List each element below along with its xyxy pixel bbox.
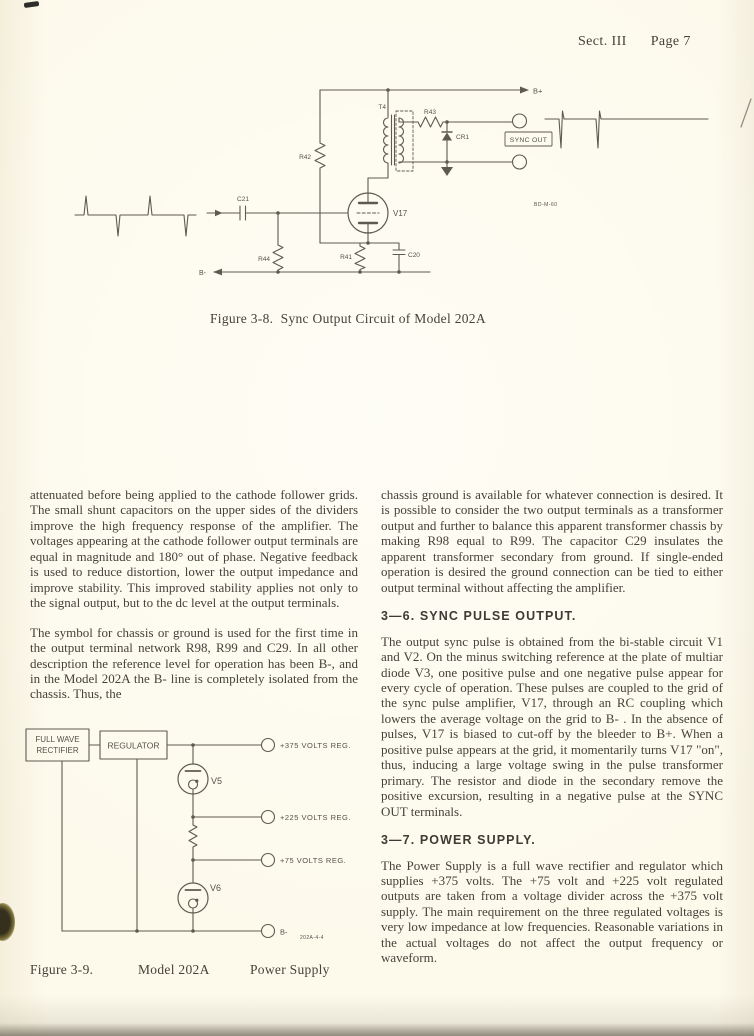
tube-v5 — [178, 745, 222, 817]
cr1-label: CR1 — [456, 134, 470, 141]
chassis-ground-icon — [441, 167, 453, 176]
power-supply-block-diagram — [0, 725, 380, 960]
rectifier-label-line1: FULL WAVE — [35, 735, 80, 744]
resistor-r43 — [418, 109, 512, 127]
resistor-r42 — [299, 90, 399, 245]
right-column — [381, 487, 723, 980]
b-plus-label: B+ — [533, 86, 543, 96]
r42-label: R42 — [299, 154, 311, 161]
r43-label: R43 — [424, 109, 436, 116]
page-header — [578, 34, 691, 50]
b-plus-rail — [320, 87, 543, 96]
terminal-b-minus-label: B- — [280, 927, 288, 937]
b-minus-line — [199, 269, 430, 277]
terminal-75v — [262, 854, 347, 867]
figure-3-9-caption — [30, 962, 370, 980]
caption-figure-number: Figure 3-9. — [30, 962, 94, 977]
regulator-block — [100, 731, 167, 759]
output-waveform — [545, 111, 708, 148]
b-minus-return — [62, 759, 288, 938]
left-paragraph-2: The symbol for chassis or ground is used for the first time in the output terminal network R98, R99 and C29. In all other description the reference level for operation has been B-, and in the Model 202A the B- line is completely isolated from the chassis. Thus, the — [30, 624, 358, 702]
heading-3-6: 3—6. SYNC PULSE OUTPUT. — [381, 609, 577, 624]
terminal-75v-label: +75 VOLTS REG. — [280, 856, 347, 865]
v6-label: V6 — [210, 883, 222, 893]
drawing-number: 202A-4-4 — [300, 935, 324, 941]
capacitor-c20 — [393, 243, 420, 272]
right-paragraph-2: The output sync pulse is obtained from the bi-stable circuit V1 and V2. On the minus switching reference at the plate of multiar diode V3, one positive pulse and one negative pulse appear for every cycle of operation. These pulses are coupled to the grid of the sync pulse amplifier, V17, through an RC coupling which lowers the average voltage on the grid to B- . In the absence of pulses, V17 is biased to cut-off by the bleeder to B+. When a positive pulse appears at the grid, it momentarily turns V17 "on", thus, inducing a large voltage swing in the pulse transformer primary. The resistor and diode in the secondary remove the positive excursion, resulting in a negative pulse at the SYNC OUT terminals. — [381, 633, 723, 819]
c21-label: C21 — [237, 196, 249, 203]
regulator-label: REGULATOR — [107, 740, 160, 751]
caption-model: Model 202A — [138, 962, 210, 977]
diode-cr1 — [441, 122, 469, 176]
sync-output-circuit-diagram — [0, 75, 754, 307]
figure-3-8-caption: Figure 3-8. Sync Output Circuit of Model 202A — [210, 311, 486, 326]
transformer-t4 — [368, 90, 512, 193]
b-minus-label: B- — [199, 270, 206, 277]
full-wave-rectifier-block — [26, 729, 89, 761]
terminal-225v-label: +225 VOLTS REG. — [280, 813, 351, 822]
sync-out-label: SYNC OUT — [509, 137, 548, 144]
scan-bottom-shadow — [0, 1023, 754, 1036]
heading-3-7: 3—7. POWER SUPPLY. — [381, 833, 536, 848]
tube-v17 — [348, 193, 408, 243]
tube-v6 — [178, 860, 221, 931]
caption-title: Power Supply — [250, 962, 330, 977]
terminal-375v-label: +375 VOLTS REG. — [280, 741, 351, 750]
r44-label: R44 — [258, 256, 270, 263]
scan-speck — [24, 1, 40, 8]
right-paragraph-1: chassis ground is available for whatever connection is desired. It is possible to consider the two output terminals as a transformer output and further to balance this apparent transformer chassis by making R98 equal to R99. The capacitor C29 insulates the apparent transformer secondary from ground. If single-ended operation is desired the ground connection can be tied to either output terminal without affecting the amplifier. — [381, 487, 723, 595]
v5-label: V5 — [211, 776, 223, 786]
page-number: Page 7 — [650, 34, 691, 49]
r41-label: R41 — [340, 254, 352, 261]
left-column — [30, 487, 358, 716]
right-paragraph-3: The Power Supply is a full wave rectifier and regulator which supplies +375 volts. The +75 volt and +225 volt regulated outputs are taken from a voltage divider across the +375 volt supply. The main requirement on the three regulated voltages is very low impedance at low frequencies. Reasonable variations in the actual voltages do not affect the output frequency or waveform. — [381, 857, 723, 966]
resistor-r41 — [340, 243, 365, 272]
t4-label: T4 — [378, 104, 386, 111]
input-waveform — [75, 196, 196, 236]
drawing-number: BD-M-60 — [534, 202, 558, 208]
terminal-225v — [262, 811, 351, 824]
divider-resistor — [189, 817, 197, 860]
v17-label: V17 — [393, 209, 408, 218]
scan-edge-mark — [741, 99, 751, 127]
terminal-375v — [262, 739, 351, 752]
c20-label: C20 — [408, 252, 420, 259]
resistor-r44 — [258, 213, 283, 272]
left-paragraph-1: attenuated before being applied to the cathode follower grids. The small shunt capacitors on the upper sides of the dividers improve the high frequency response of the amplifier. The voltages appearing at the cathode follower output terminals are equal in magnitude and 180° out of phase. Negative feedback is used to reduce distortion, lower the output impedance and improve stability. This improved stability applies not only to the signal output, but to the dc level at the output terminals. — [30, 487, 358, 611]
rectifier-label-line2: RECTIFIER — [36, 746, 79, 755]
section-label: Sect. III — [578, 34, 627, 49]
